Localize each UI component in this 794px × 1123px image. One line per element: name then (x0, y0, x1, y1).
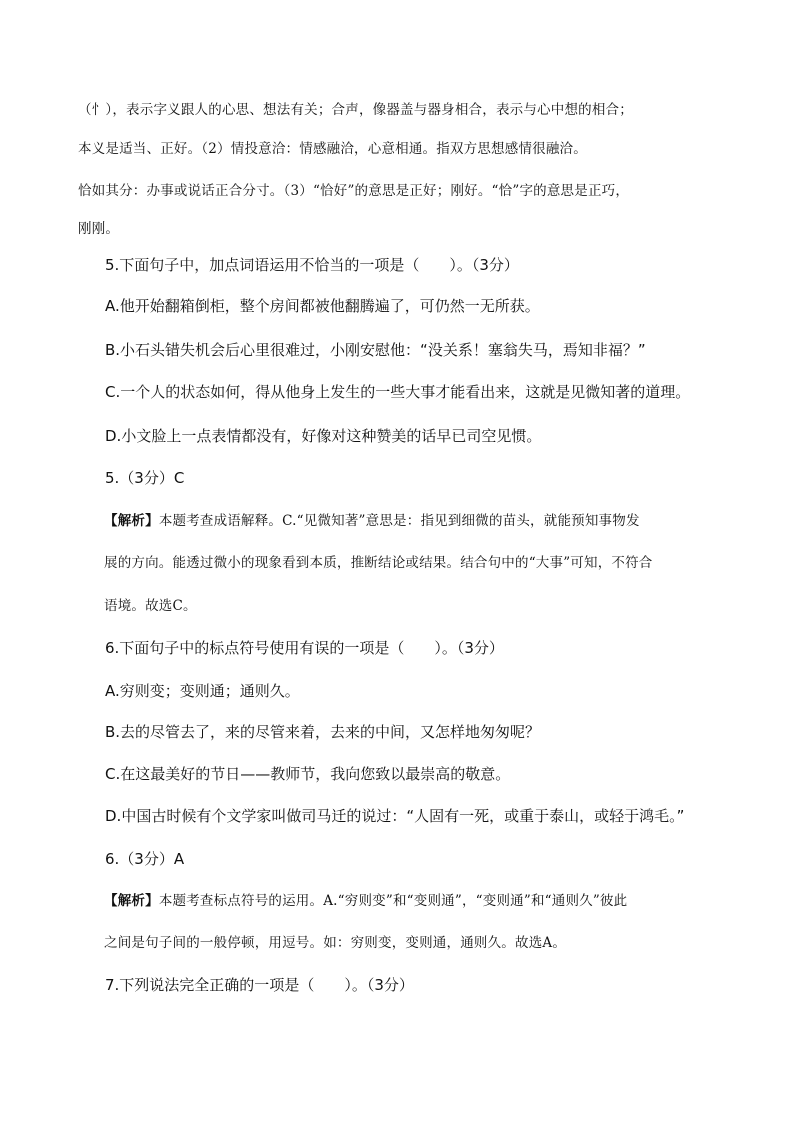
text-line (78, 219, 119, 239)
line-text: 之间是句子间的一般停顿，用逗号。如：穷则变，变则通，通则久。故选A。 (104, 935, 567, 951)
analysis-6 (104, 891, 627, 911)
text-line (78, 139, 587, 159)
option-b (105, 340, 646, 360)
line-text: A.他开始翻箱倒柜，整个房间都被他翻腾遍了，可仍然一无所获。 (105, 297, 540, 315)
line-text: 本题考查标点符号的运用。A.“穷则变”和“变则通”，“变则通”和“通则久”彼此 (158, 893, 628, 909)
line-text: A.穷则变；变则通；通则久。 (105, 682, 300, 700)
line-text: 恰如其分：办事或说话正合分寸。（3）“恰好”的意思是正好；刚好。“恰”字的意思是正巧， (78, 183, 630, 199)
analysis-label: 【解析】 (104, 513, 159, 529)
answer-6 (105, 849, 184, 869)
answer-5 (105, 468, 184, 488)
line-text: B.小石头错失机会后心里很难过，小刚安慰他：“没关系！塞翁失马，焉知非福？” (105, 341, 646, 359)
option-b (105, 722, 540, 742)
line-text: 5.（3分）C (105, 469, 185, 487)
line-text: C.在这最美好的节日——教师节，我向您致以最崇高的敬意。 (105, 765, 511, 783)
text-line (104, 553, 653, 573)
line-text: 6.（3分）A (105, 850, 185, 868)
line-text: C.一个人的状态如何，得从他身上发生的一些大事才能看出来，这就是见微知著的道理。 (105, 383, 691, 401)
line-text: 本义是适当、正好。（2）情投意洽：情感融洽，心意相通。指双方思想感情很融洽。 (78, 141, 587, 157)
line-text: D.中国古时候有个文学家叫做司马迁的说过：“人固有一死，或重于泰山，或轻于鸿毛。” (105, 807, 685, 825)
line-text: 本题考查成语解释。C.“见微知著”意思是：指见到细微的苗头，就能预知事物发 (158, 513, 640, 529)
question-6 (105, 638, 504, 658)
option-d (105, 426, 541, 446)
text-line (104, 933, 566, 953)
text-line (78, 181, 629, 201)
line-text: 展的方向。能透过微小的现象看到本质，推断结论或结果。结合句中的“大事”可知，不符合 (104, 555, 653, 571)
option-a (105, 681, 300, 701)
option-a (105, 296, 540, 316)
line-text: B.去的尽管去了，来的尽管来着，去来的中间，又怎样地匆匆呢？ (105, 723, 541, 741)
line-text: 5.下面句子中，加点词语运用不恰当的一项是（ ）。（3分） (105, 256, 519, 274)
option-d (105, 806, 684, 826)
question-7 (105, 975, 414, 995)
line-text: 语境。故选C。 (104, 598, 197, 614)
line-text: （忄），表示字义跟人的心思、想法有关；合声，像器盖与器身相合，表示与心中想的相合； (78, 102, 633, 118)
question-5 (105, 255, 519, 275)
line-text: 刚刚。 (78, 221, 120, 237)
analysis-5 (104, 511, 640, 531)
line-text: D.小文脸上一点表情都没有，好像对这种赞美的话早已司空见惯。 (105, 427, 542, 445)
line-text: 6.下面句子中的标点符号使用有误的一项是（ ）。（3分） (105, 639, 504, 657)
text-line (104, 596, 197, 616)
option-c (105, 764, 510, 784)
analysis-label: 【解析】 (104, 893, 159, 909)
option-c (105, 382, 690, 402)
line-text: 7.下列说法完全正确的一项是（ ）。（3分） (105, 976, 414, 994)
text-line (78, 100, 633, 120)
